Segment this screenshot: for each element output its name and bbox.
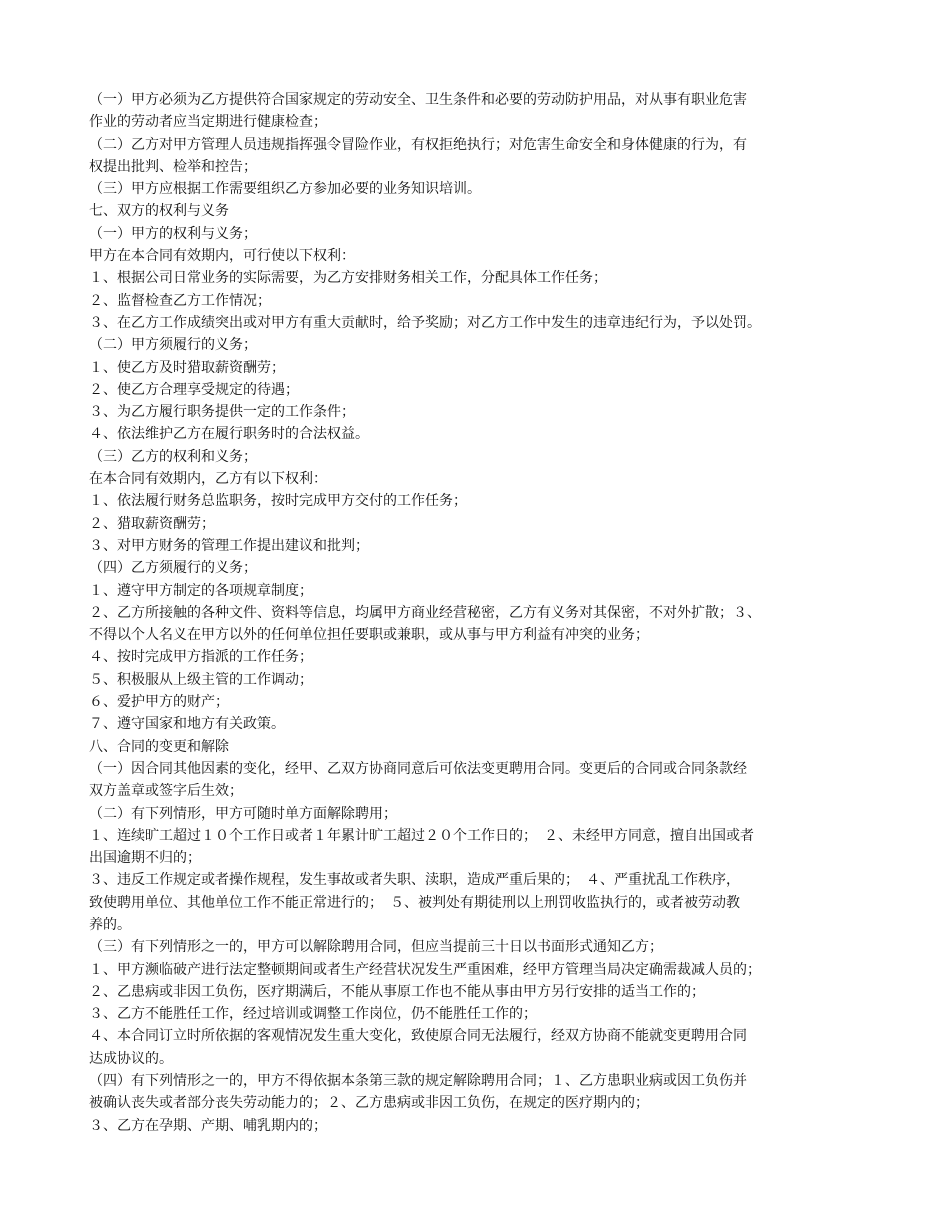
text-line: （四）有下列情形之一的，甲方不得依据本条第三款的规定解除聘用合同；１、乙方患职业病或因工负伤并 bbox=[89, 1073, 747, 1090]
text-line: 养的。 bbox=[89, 916, 131, 933]
text-line: ３、乙方在孕期、产期、哺乳期内的； bbox=[89, 1117, 327, 1134]
text-line: ２、乙患病或非因工负伤，医疗期满后，不能从事原工作也不能从事由甲方另行安排的适当工作的； bbox=[89, 983, 705, 1000]
text-line: （二）甲方须履行的义务； bbox=[89, 337, 257, 354]
text-line: （一）甲方必须为乙方提供符合国家规定的劳动安全、卫生条件和必要的劳动防护用品，对从事有职业危害 bbox=[89, 92, 747, 108]
text-line: 在本合同有效期内，乙方有以下权利： bbox=[89, 471, 327, 488]
text-line: ３、违反工作规定或者操作规程，发生事故或者失职、渎职，造成严重后果的； ４、严重扰乱工作秩序， bbox=[89, 872, 740, 889]
text-line: （一）甲方的权利与义务； bbox=[89, 225, 257, 242]
text-line: 八、合同的变更和解除 bbox=[89, 738, 229, 755]
text-line: ４、依法维护乙方在履行职务时的合法权益。 bbox=[89, 426, 369, 443]
text-line: ３、对甲方财务的管理工作提出建议和批判； bbox=[89, 537, 369, 554]
text-line: １、使乙方及时猎取薪资酬劳； bbox=[89, 359, 285, 376]
text-line: ４、按时完成甲方指派的工作任务； bbox=[89, 649, 313, 666]
text-line: 出国逾期不归的； bbox=[89, 850, 201, 867]
text-line: （三）甲方应根据工作需要组织乙方参加必要的业务知识培训。 bbox=[89, 181, 481, 198]
text-line: （二）有下列情形，甲方可随时单方面解除聘用； bbox=[89, 805, 397, 822]
text-line: 权提出批判、检举和控告； bbox=[89, 158, 257, 175]
text-line: １、遵守甲方制定的各项规章制度； bbox=[89, 582, 313, 599]
text-line: 作业的劳动者应当定期进行健康检查； bbox=[89, 114, 327, 131]
text-line: （四）乙方须履行的义务； bbox=[89, 560, 257, 577]
text-line: ６、爱护甲方的财产； bbox=[89, 694, 229, 711]
text-line: ５、积极服从上级主管的工作调动； bbox=[89, 671, 313, 688]
text-line: ４、本合同订立时所依据的客观情况发生重大变化，致使原合同无法履行，经双方协商不能就变更聘用合同 bbox=[89, 1028, 747, 1045]
text-line: ３、乙方不能胜任工作，经过培训或调整工作岗位，仍不能胜任工作的； bbox=[89, 1006, 537, 1023]
text-line: ２、乙方所接触的各种文件、资料等信息，均属甲方商业经营秘密，乙方有义务对其保密，不对外扩散；３、 bbox=[89, 604, 761, 621]
text-line: １、甲方濒临破产进行法定整顿期间或者生产经营状况发生严重困难，经甲方管理当局决定确需裁减人员的； bbox=[89, 961, 761, 978]
text-line: 不得以个人名义在甲方以外的任何单位担任要职或兼职，或从事与甲方利益有冲突的业务； bbox=[89, 627, 649, 644]
text-line: （二）乙方对甲方管理人员违规指挥强令冒险作业，有权拒绝执行；对危害生命安全和身体健康的行为，有 bbox=[89, 136, 747, 153]
text-line: １、依法履行财务总监职务，按时完成甲方交付的工作任务； bbox=[89, 493, 467, 510]
text-line: 达成协议的。 bbox=[89, 1050, 173, 1067]
text-line: ３、在乙方工作成绩突出或对甲方有重大贡献时，给予奖励；对乙方工作中发生的违章违纪行为，予以处罚。 bbox=[89, 314, 761, 331]
document-body bbox=[89, 89, 869, 1137]
text-line: ２、监督检查乙方工作情况； bbox=[89, 292, 271, 309]
text-line: ７、遵守国家和地方有关政策。 bbox=[89, 716, 285, 733]
text-line: ３、为乙方履行职务提供一定的工作条件； bbox=[89, 404, 355, 421]
text-line: （一）因合同其他因素的变化，经甲、乙双方协商同意后可依法变更聘用合同。变更后的合同或合同条款经 bbox=[89, 760, 747, 777]
text-line: 七、双方的权利与义务 bbox=[89, 203, 229, 220]
text-line: ２、猎取薪资酬劳； bbox=[89, 515, 215, 532]
text-line: ２、使乙方合理享受规定的待遇； bbox=[89, 381, 299, 398]
text-line: 被确认丧失或者部分丧失劳动能力的；２、乙方患病或非因工负伤，在规定的医疗期内的； bbox=[89, 1095, 649, 1112]
text-line: １、连续旷工超过１０个工作日或者１年累计旷工超过２０个工作日的； ２、未经甲方同意，擅自出国或者 bbox=[89, 827, 754, 844]
text-line: （三）乙方的权利和义务； bbox=[89, 448, 257, 465]
text-line: （三）有下列情形之一的，甲方可以解除聘用合同，但应当提前三十日以书面形式通知乙方； bbox=[89, 939, 663, 956]
text-line: 甲方在本合同有效期内，可行使以下权利： bbox=[89, 248, 355, 265]
text-line: 致使聘用单位、其他单位工作不能正常进行的； ５、被判处有期徒刑以上刑罚收监执行的，或者被劳动教 bbox=[89, 894, 740, 911]
text-line: １、根据公司日常业务的实际需要，为乙方安排财务相关工作，分配具体工作任务； bbox=[89, 270, 607, 287]
text-line: 双方盖章或签字后生效； bbox=[89, 783, 243, 800]
